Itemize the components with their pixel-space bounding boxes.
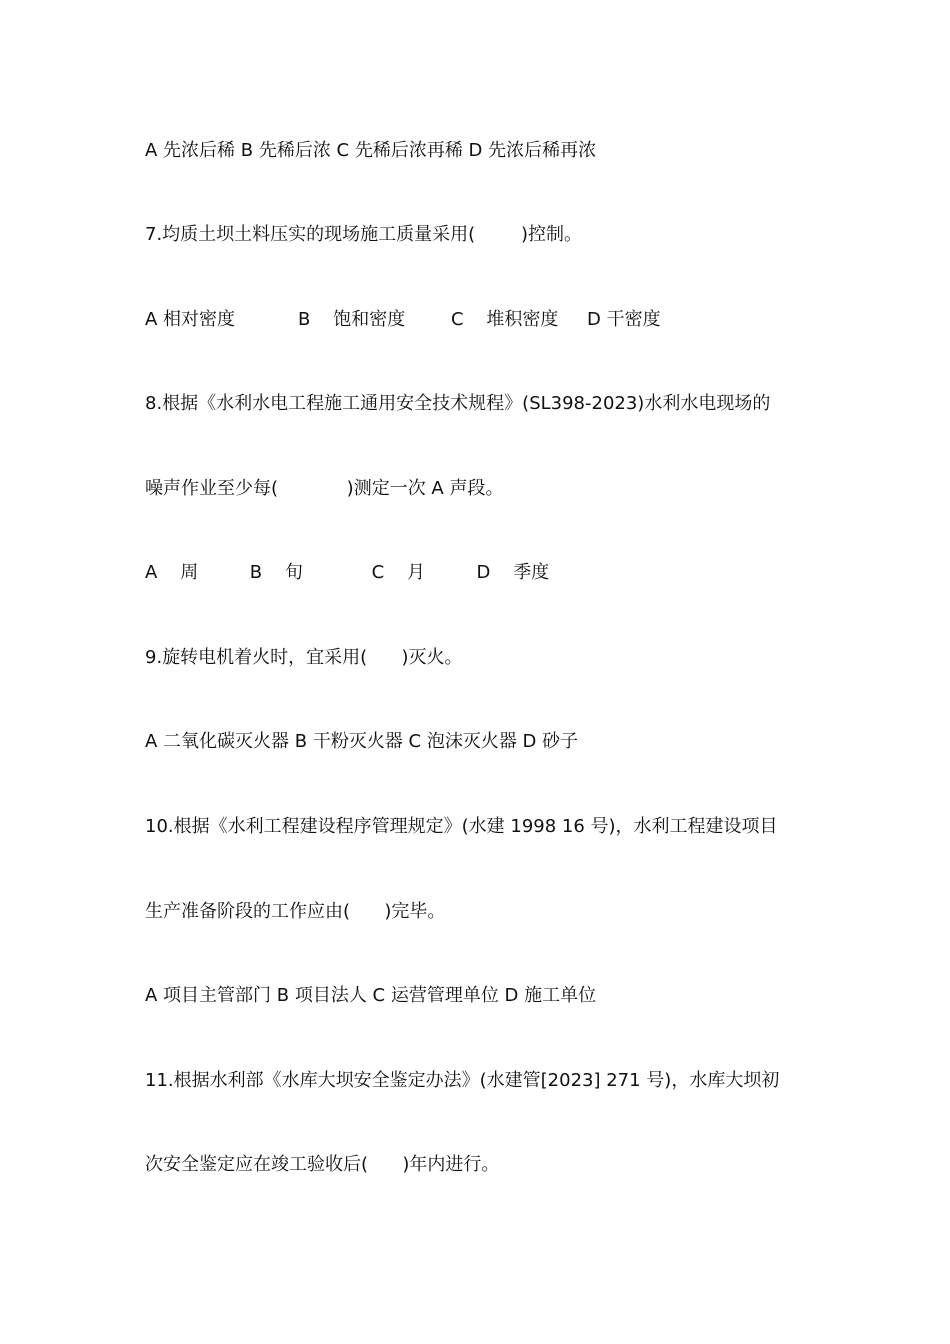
question-10-options: A 项目主管部门 B 项目法人 C 运营管理单位 D 施工单位: [145, 985, 597, 1006]
question-11-stem-line-1: 11.根据水利部《水库大坝安全鉴定办法》(水建管[2023] 271 号)，水库大坝初: [145, 1070, 780, 1091]
question-11-stem-line-2: 次安全鉴定应在竣工验收后( )年内进行。: [145, 1154, 500, 1175]
question-7-stem: 7.均质土坝土料压实的现场施工质量采用( )控制。: [145, 224, 582, 245]
question-8-stem-line-2: 噪声作业至少每( )测定一次 A 声段。: [145, 478, 504, 499]
question-9-stem: 9.旋转电机着火时，宜采用( )灭火。: [145, 647, 463, 668]
question-10-stem-line-2: 生产准备阶段的工作应由( )完毕。: [145, 901, 446, 922]
question-8-options: A 周 B 旬 C 月 D 季度: [145, 562, 550, 583]
question-6-options: A 先浓后稀 B 先稀后浓 C 先稀后浓再稀 D 先浓后稀再浓: [145, 140, 597, 161]
question-10-stem-line-1: 10.根据《水利工程建设程序管理规定》(水建 1998 16 号)，水利工程建设项目: [145, 816, 778, 837]
question-7-options: A 相对密度 B 饱和密度 C 堆积密度 D 干密度: [145, 309, 661, 330]
question-9-options: A 二氧化碳灭火器 B 干粉灭火器 C 泡沫灭火器 D 砂子: [145, 731, 579, 752]
question-8-stem-line-1: 8.根据《水利水电工程施工通用安全技术规程》(SL398-2023)水利水电现场的: [145, 393, 771, 414]
